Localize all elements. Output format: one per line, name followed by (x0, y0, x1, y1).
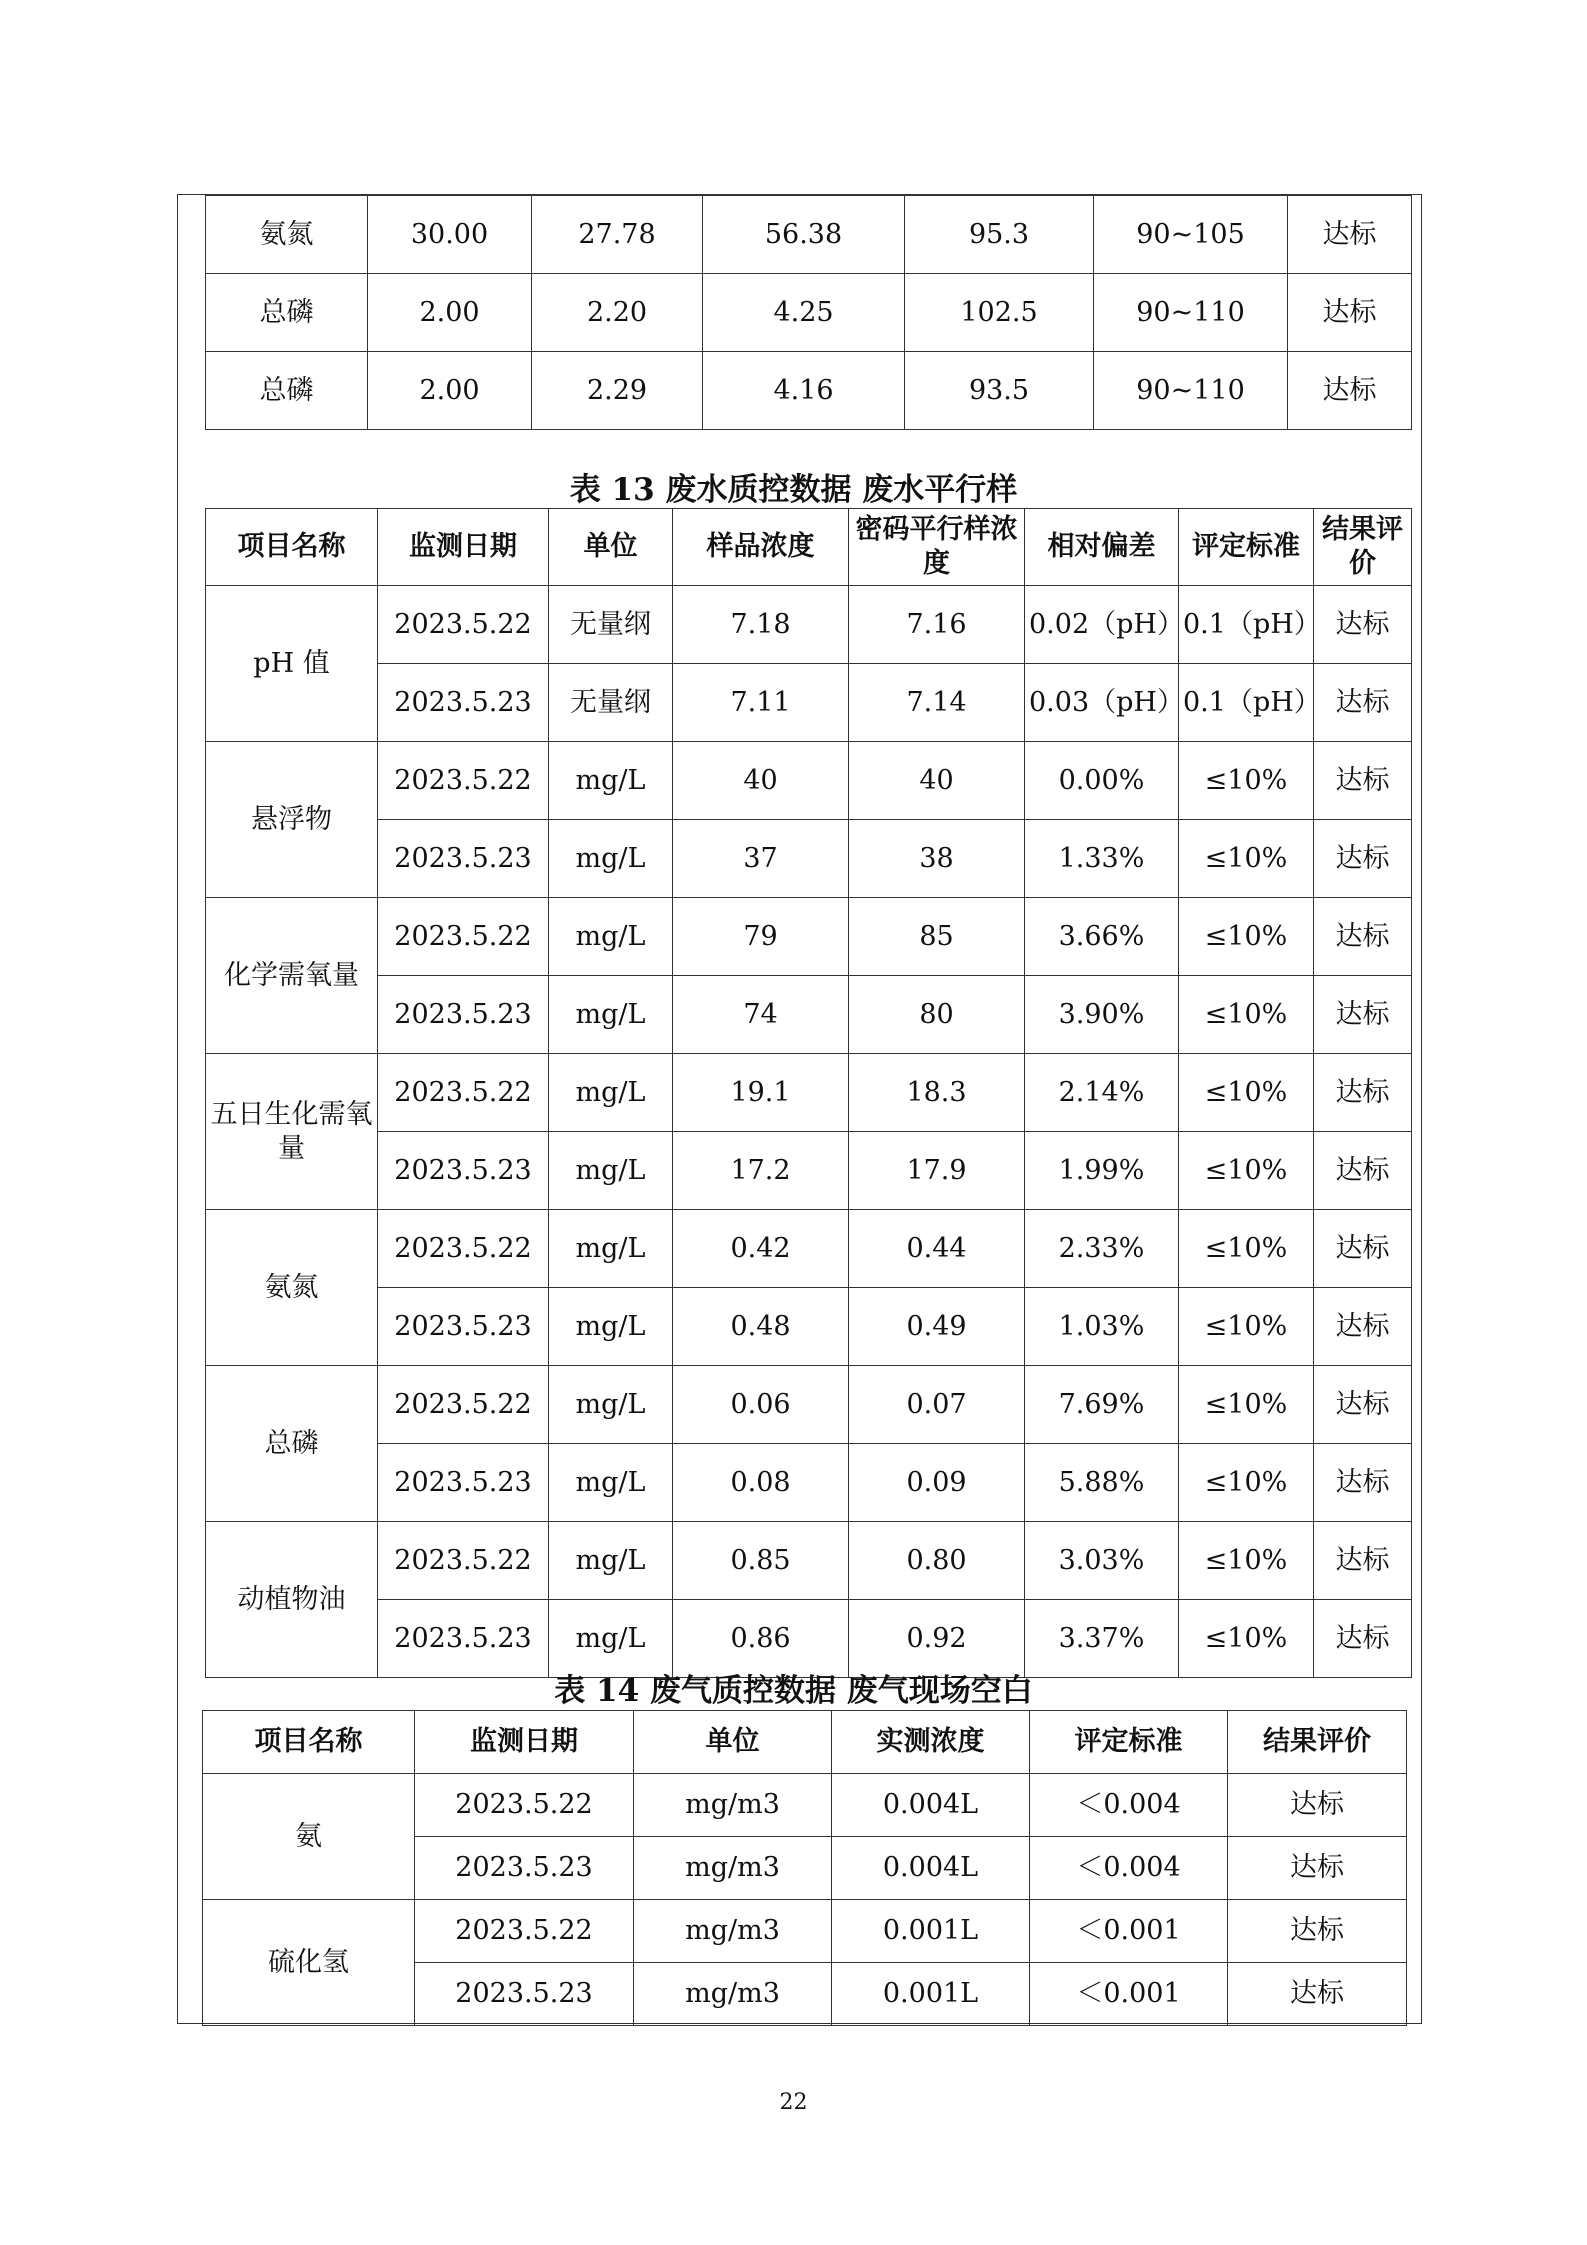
table-cell: 17.9 (849, 1132, 1025, 1210)
table-cell: 2023.5.22 (415, 1774, 634, 1837)
column-header: 评定标准 (1030, 1711, 1228, 1774)
table-cell: ＜0.001 (1030, 1900, 1228, 1963)
table-cell: 2023.5.23 (415, 1963, 634, 2026)
column-header: 单位 (634, 1711, 832, 1774)
table-cell: 2023.5.23 (378, 1444, 549, 1522)
table-cell: 0.02（pH） (1025, 586, 1179, 664)
table-cell: mg/m3 (634, 1837, 832, 1900)
table-cell: 达标 (1228, 1837, 1407, 1900)
table-cell: 达标 (1314, 1600, 1412, 1678)
table-cell: 0.001L (832, 1900, 1030, 1963)
table-cell: 0.42 (673, 1210, 849, 1288)
table-cell: 3.66% (1025, 898, 1179, 976)
table-cell: 1.99% (1025, 1132, 1179, 1210)
table-cell: 4.25 (703, 274, 905, 352)
table-row (206, 742, 1412, 820)
page-number: 22 (779, 2090, 808, 2115)
item-name-cell: 氨 (203, 1774, 415, 1900)
column-header: 密码平行样浓度 (849, 509, 1025, 586)
table-cell: 2023.5.22 (378, 1522, 549, 1600)
table-row (206, 1132, 1412, 1210)
table-cell: 1.33% (1025, 820, 1179, 898)
table-cell: 7.14 (849, 664, 1025, 742)
table-cell: 0.09 (849, 1444, 1025, 1522)
table-cell: 0.1（pH） (1179, 586, 1314, 664)
table-cell: 无量纲 (549, 664, 673, 742)
table-cell: 0.07 (849, 1366, 1025, 1444)
table-row (206, 1444, 1412, 1522)
table-cell: 2023.5.22 (415, 1900, 634, 1963)
item-name-cell: 总磷 (206, 1366, 378, 1522)
table-cell: mg/L (549, 976, 673, 1054)
table-cell: mg/m3 (634, 1774, 832, 1837)
table-cell: mg/L (549, 1288, 673, 1366)
table-cell: 7.18 (673, 586, 849, 664)
table-cell: 2023.5.22 (378, 898, 549, 976)
table-cell: 总磷 (206, 352, 368, 430)
table-cell: mg/L (549, 742, 673, 820)
column-header: 项目名称 (203, 1711, 415, 1774)
column-header: 评定标准 (1179, 509, 1314, 586)
table-cell: 2.00 (368, 352, 532, 430)
table-row (206, 664, 1412, 742)
table-cell: 达标 (1314, 664, 1412, 742)
item-name-cell: 氨氮 (206, 1210, 378, 1366)
table-cell: 27.78 (532, 196, 703, 274)
table-cell: 1.03% (1025, 1288, 1179, 1366)
table-cell: 0.03（pH） (1025, 664, 1179, 742)
table-cell: 3.90% (1025, 976, 1179, 1054)
item-name-cell: 动植物油 (206, 1522, 378, 1678)
table-row (206, 1210, 1412, 1288)
table-cell: 0.92 (849, 1600, 1025, 1678)
table-cell: 40 (673, 742, 849, 820)
table-cell: 2.14% (1025, 1054, 1179, 1132)
table-row (206, 586, 1412, 664)
table-row (206, 352, 1412, 430)
table-cell: 0.08 (673, 1444, 849, 1522)
table-cell: 达标 (1314, 820, 1412, 898)
column-header: 结果评价 (1228, 1711, 1407, 1774)
table-row (206, 274, 1412, 352)
table-cell: 0.49 (849, 1288, 1025, 1366)
table-cell: 2.29 (532, 352, 703, 430)
table-cell: mg/L (549, 1132, 673, 1210)
table-cell: 4.16 (703, 352, 905, 430)
table-cell: mg/L (549, 1366, 673, 1444)
table-cell: ≤10% (1179, 1522, 1314, 1600)
table-cell: 0.001L (832, 1963, 1030, 2026)
table14 (202, 1710, 1407, 2026)
table-row (206, 1366, 1412, 1444)
table-cell: mg/L (549, 1210, 673, 1288)
table-cell: mg/L (549, 820, 673, 898)
table-cell: ＜0.004 (1030, 1774, 1228, 1837)
column-header: 实测浓度 (832, 1711, 1030, 1774)
table-cell: 2023.5.23 (378, 1288, 549, 1366)
table-cell: 达标 (1314, 1444, 1412, 1522)
table13 (205, 508, 1412, 1678)
table-cell: 达标 (1314, 1054, 1412, 1132)
table-top-continuation (205, 195, 1412, 430)
table-cell: 达标 (1288, 352, 1412, 430)
table-cell: mg/L (549, 898, 673, 976)
table-cell: ≤10% (1179, 1132, 1314, 1210)
column-header: 样品浓度 (673, 509, 849, 586)
table-cell: 17.2 (673, 1132, 849, 1210)
table-cell: 达标 (1228, 1900, 1407, 1963)
table-cell: 达标 (1314, 898, 1412, 976)
table-cell: 达标 (1314, 586, 1412, 664)
table-cell: 0.004L (832, 1837, 1030, 1900)
table-cell: 无量纲 (549, 586, 673, 664)
column-header: 监测日期 (415, 1711, 634, 1774)
table-cell: 2023.5.22 (378, 742, 549, 820)
table-row (203, 1774, 1407, 1837)
table-cell: 达标 (1228, 1774, 1407, 1837)
table-row (206, 976, 1412, 1054)
table-cell: 7.11 (673, 664, 849, 742)
table-cell: 85 (849, 898, 1025, 976)
table-cell: mg/L (549, 1522, 673, 1600)
table-cell: 0.44 (849, 1210, 1025, 1288)
table-cell: 90~110 (1094, 274, 1288, 352)
table-cell: ＜0.001 (1030, 1963, 1228, 2026)
table-cell: 达标 (1228, 1963, 1407, 2026)
table-cell: 18.3 (849, 1054, 1025, 1132)
table-cell: 2023.5.23 (378, 1132, 549, 1210)
table-cell: 达标 (1314, 1522, 1412, 1600)
item-name-cell: pH 值 (206, 586, 378, 742)
table-cell: 30.00 (368, 196, 532, 274)
table-cell: 达标 (1288, 274, 1412, 352)
table-cell: ≤10% (1179, 1366, 1314, 1444)
table-cell: 达标 (1314, 976, 1412, 1054)
table-cell: 2023.5.23 (378, 976, 549, 1054)
column-header: 单位 (549, 509, 673, 586)
table-cell: 0.004L (832, 1774, 1030, 1837)
table-cell: 2023.5.22 (378, 1366, 549, 1444)
table-cell: 0.1（pH） (1179, 664, 1314, 742)
table-cell: 0.80 (849, 1522, 1025, 1600)
table-cell: 达标 (1288, 196, 1412, 274)
table-row (206, 1288, 1412, 1366)
table-row (206, 898, 1412, 976)
table-cell: ≤10% (1179, 1600, 1314, 1678)
table-cell: mg/m3 (634, 1900, 832, 1963)
table-cell: 氨氮 (206, 196, 368, 274)
table-cell: 37 (673, 820, 849, 898)
table-cell: 0.48 (673, 1288, 849, 1366)
table-cell: ≤10% (1179, 742, 1314, 820)
table-cell: 19.1 (673, 1054, 849, 1132)
table-cell: ＜0.004 (1030, 1837, 1228, 1900)
table-row (206, 1522, 1412, 1600)
table-cell: 102.5 (905, 274, 1094, 352)
table-cell: 93.5 (905, 352, 1094, 430)
table-cell: ≤10% (1179, 1210, 1314, 1288)
table-cell: 2023.5.23 (378, 820, 549, 898)
column-header: 相对偏差 (1025, 509, 1179, 586)
item-name-cell: 悬浮物 (206, 742, 378, 898)
column-header: 监测日期 (378, 509, 549, 586)
table-cell: 74 (673, 976, 849, 1054)
table-cell: 7.69% (1025, 1366, 1179, 1444)
table-row (206, 196, 1412, 274)
table-cell: 40 (849, 742, 1025, 820)
table-cell: 0.06 (673, 1366, 849, 1444)
table-cell: 达标 (1314, 1366, 1412, 1444)
table-cell: ≤10% (1179, 1054, 1314, 1132)
table-cell: 2.00 (368, 274, 532, 352)
table-cell: 79 (673, 898, 849, 976)
table-cell: 0.85 (673, 1522, 849, 1600)
table-row (206, 1054, 1412, 1132)
table-cell: ≤10% (1179, 820, 1314, 898)
table-cell: 56.38 (703, 196, 905, 274)
table-row (206, 820, 1412, 898)
item-name-cell: 硫化氢 (203, 1900, 415, 2026)
table-cell: 达标 (1314, 1210, 1412, 1288)
table-cell: 0.86 (673, 1600, 849, 1678)
table-cell: 达标 (1314, 1132, 1412, 1210)
table-cell: 2023.5.23 (378, 664, 549, 742)
table-cell: mg/L (549, 1444, 673, 1522)
table-cell: ≤10% (1179, 976, 1314, 1054)
column-header: 结果评价 (1314, 509, 1412, 586)
table-cell: ≤10% (1179, 1444, 1314, 1522)
table-cell: mg/L (549, 1600, 673, 1678)
table-cell: 80 (849, 976, 1025, 1054)
table-cell: 0.00% (1025, 742, 1179, 820)
table-cell: 3.03% (1025, 1522, 1179, 1600)
item-name-cell: 五日生化需氧量 (206, 1054, 378, 1210)
table-cell: 2023.5.22 (378, 1054, 549, 1132)
table-cell: mg/m3 (634, 1963, 832, 2026)
table-cell: mg/L (549, 1054, 673, 1132)
column-header: 项目名称 (206, 509, 378, 586)
table-cell: 5.88% (1025, 1444, 1179, 1522)
table-cell: 7.16 (849, 586, 1025, 664)
table-cell: 2023.5.22 (378, 1210, 549, 1288)
table-cell: 90~105 (1094, 196, 1288, 274)
table13-caption: 表 13 废水质控数据 废水平行样 (569, 472, 1018, 508)
table14-caption: 表 14 废气质控数据 废气现场空白 (554, 1673, 1033, 1709)
table-cell: 2023.5.22 (378, 586, 549, 664)
table-cell: 2.33% (1025, 1210, 1179, 1288)
table-row (203, 1900, 1407, 1963)
table-cell: 达标 (1314, 742, 1412, 820)
table-cell: 95.3 (905, 196, 1094, 274)
table-cell: 38 (849, 820, 1025, 898)
table-cell: 总磷 (206, 274, 368, 352)
table-cell: ≤10% (1179, 898, 1314, 976)
table-cell: 2023.5.23 (378, 1600, 549, 1678)
table-cell: ≤10% (1179, 1288, 1314, 1366)
item-name-cell: 化学需氧量 (206, 898, 378, 1054)
table-cell: 2.20 (532, 274, 703, 352)
table-cell: 2023.5.23 (415, 1837, 634, 1900)
table-cell: 达标 (1314, 1288, 1412, 1366)
table-cell: 90~110 (1094, 352, 1288, 430)
table-cell: 3.37% (1025, 1600, 1179, 1678)
